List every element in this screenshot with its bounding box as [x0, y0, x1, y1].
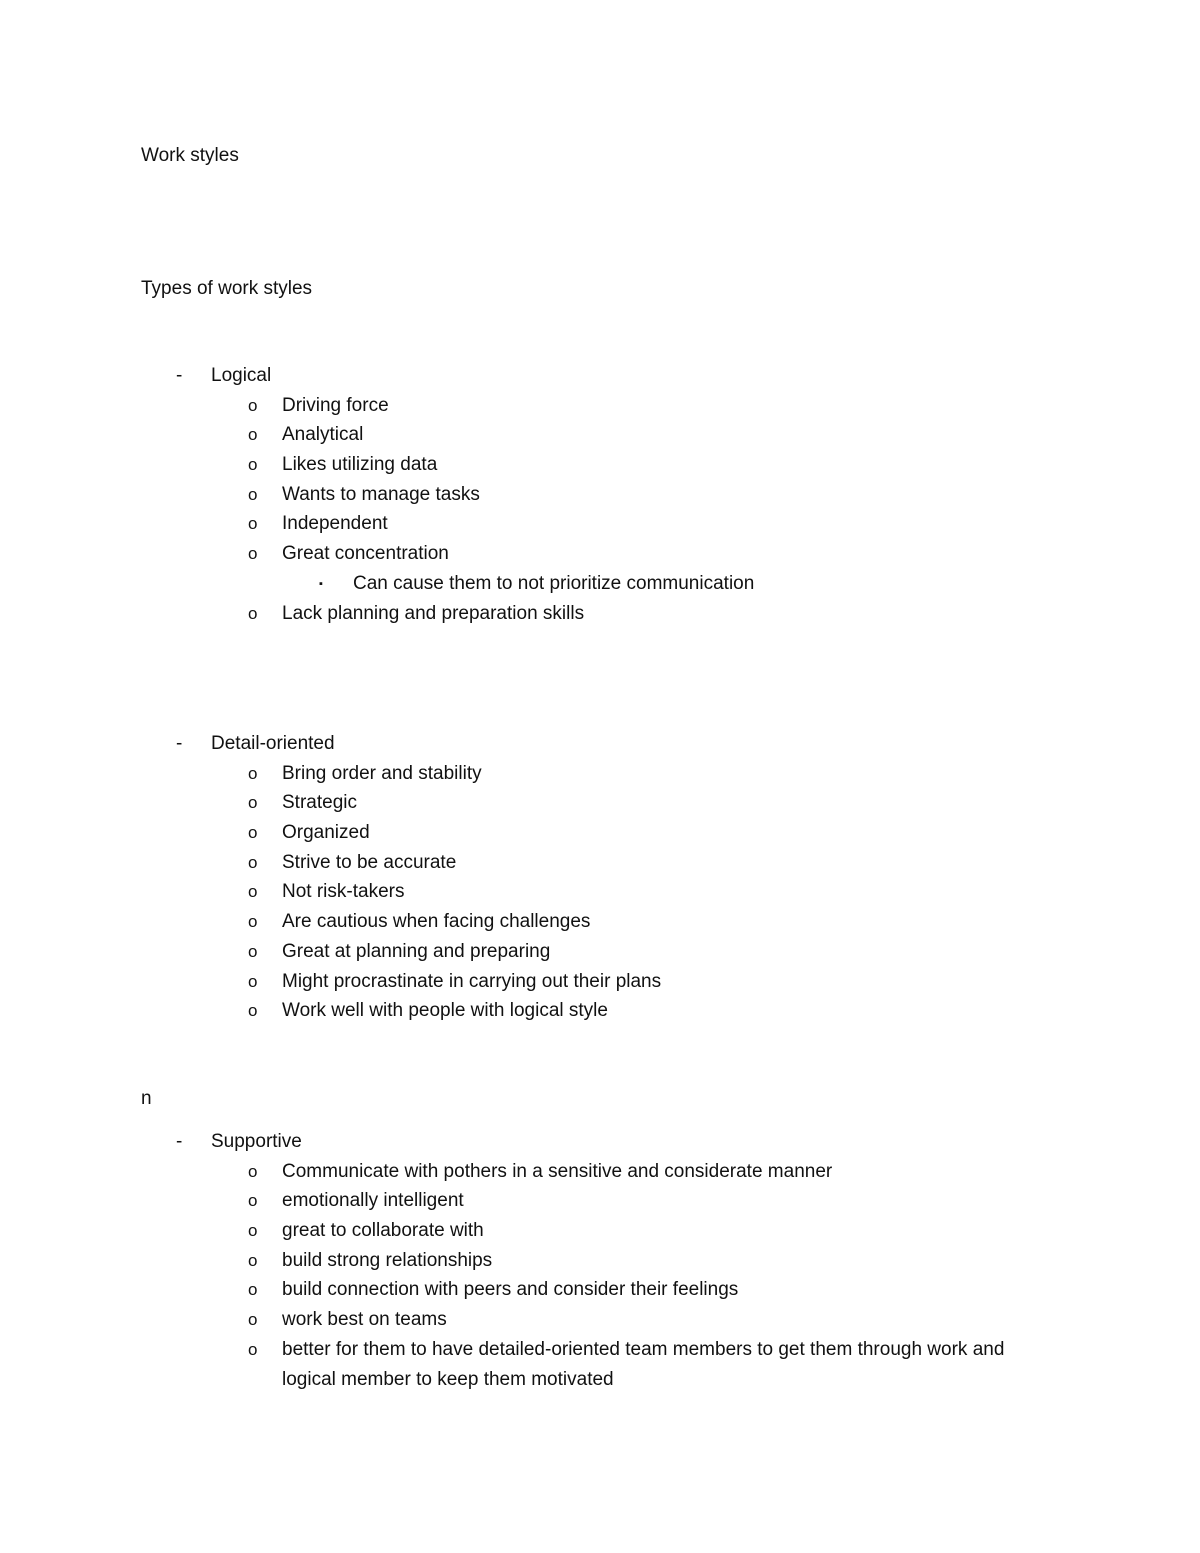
list-item: [0, 1338, 1200, 1368]
circle-bullet-icon: o: [248, 882, 258, 902]
list-item: [0, 483, 1200, 513]
list-item: [0, 970, 1200, 1000]
list-subitem-text: Can cause them to not prioritize communication: [353, 572, 755, 594]
list-item-text: Bring order and stability: [282, 762, 482, 784]
list-item-text: Strive to be accurate: [282, 851, 457, 873]
list-item-text: Work well with people with logical style: [282, 1000, 608, 1022]
list-item-text: Great concentration: [282, 543, 449, 565]
list-item: [0, 910, 1200, 940]
list-item-text: work best on teams: [282, 1309, 447, 1331]
list-item: [0, 512, 1200, 542]
list-item: [0, 1278, 1200, 1308]
list-item-text: Lack planning and preparation skills: [282, 602, 585, 624]
dash-bullet-icon: -: [176, 365, 183, 386]
list-item-text: Are cautious when facing challenges: [282, 911, 591, 933]
list-item: [0, 542, 1200, 572]
list-item: [0, 1219, 1200, 1249]
list-heading-text: Supportive: [211, 1131, 302, 1152]
circle-bullet-icon: o: [248, 971, 258, 991]
circle-bullet-icon: o: [248, 1280, 258, 1300]
circle-bullet-icon: o: [248, 1161, 258, 1181]
circle-bullet-icon: o: [248, 793, 258, 813]
list-item: [0, 1160, 1200, 1190]
dash-bullet-icon: -: [176, 733, 183, 754]
list-item-text: Wants to manage tasks: [282, 483, 480, 505]
list-item: [0, 1308, 1200, 1338]
list-item-text: build connection with peers and consider their feelings: [282, 1279, 739, 1301]
circle-bullet-icon: o: [248, 823, 258, 843]
circle-bullet-icon: o: [248, 1191, 258, 1211]
list-item-text: Might procrastinate in carrying out their plans: [282, 970, 662, 992]
circle-bullet-icon: o: [248, 514, 258, 534]
list-item-text: Organized: [282, 822, 370, 844]
list-heading: [0, 1130, 1200, 1160]
list-heading-text: Logical: [211, 365, 272, 386]
list-item: [0, 1189, 1200, 1219]
list-item: [0, 602, 1200, 632]
circle-bullet-icon: o: [248, 1250, 258, 1270]
section-detail-oriented: [0, 732, 1200, 1029]
circle-bullet-icon: o: [248, 544, 258, 564]
circle-bullet-icon: o: [248, 912, 258, 932]
document-subtitle: Types of work styles: [141, 278, 313, 299]
list-item-text: Driving force: [282, 394, 389, 416]
list-item-text: emotionally intelligent: [282, 1190, 464, 1212]
circle-bullet-icon: o: [248, 763, 258, 783]
list-item: [0, 453, 1200, 483]
circle-bullet-icon: o: [248, 1221, 258, 1241]
square-bullet-icon: ▪: [319, 577, 323, 590]
list-item: [0, 880, 1200, 910]
list-item: [0, 762, 1200, 792]
list-item: [0, 394, 1200, 424]
dash-bullet-icon: -: [176, 1131, 183, 1152]
circle-bullet-icon: o: [248, 455, 258, 475]
list-item: [0, 940, 1200, 970]
list-item: [0, 851, 1200, 881]
list-heading: [0, 364, 1200, 394]
list-item: [0, 1249, 1200, 1279]
list-heading-text: Detail-oriented: [211, 733, 335, 754]
circle-bullet-icon: o: [248, 395, 258, 415]
list-item: [0, 423, 1200, 453]
circle-bullet-icon: o: [248, 425, 258, 445]
list-item-text: build strong relationships: [282, 1249, 493, 1271]
list-item-text: Strategic: [282, 792, 357, 814]
circle-bullet-icon: o: [248, 603, 258, 623]
document-title: Work styles: [141, 145, 239, 166]
list-item-text: Not risk-takers: [282, 881, 405, 903]
list-item-continuation-text: logical member to keep them motivated: [282, 1368, 614, 1390]
list-item-continuation: [0, 1368, 1200, 1398]
list-item-text: Great at planning and preparing: [282, 940, 551, 962]
circle-bullet-icon: o: [248, 1310, 258, 1330]
list-item-text: better for them to have detailed-oriented team members to get them through work and: [282, 1338, 1005, 1360]
circle-bullet-icon: o: [248, 484, 258, 504]
list-item: [0, 999, 1200, 1029]
circle-bullet-icon: o: [248, 852, 258, 872]
circle-bullet-icon: o: [248, 1339, 258, 1359]
circle-bullet-icon: o: [248, 941, 258, 961]
list-item-text: Communicate with pothers in a sensitive and considerate manner: [282, 1160, 833, 1182]
section-supportive: [0, 1130, 1200, 1397]
stray-text: n: [141, 1088, 152, 1109]
list-heading: [0, 732, 1200, 762]
list-item-text: Likes utilizing data: [282, 454, 438, 476]
list-subitem: [0, 572, 1200, 602]
list-item-text: Analytical: [282, 424, 364, 446]
section-logical: [0, 364, 1200, 631]
list-item-text: Independent: [282, 513, 388, 535]
list-item: [0, 791, 1200, 821]
list-item: [0, 821, 1200, 851]
circle-bullet-icon: o: [248, 1001, 258, 1021]
list-item-text: great to collaborate with: [282, 1220, 484, 1242]
